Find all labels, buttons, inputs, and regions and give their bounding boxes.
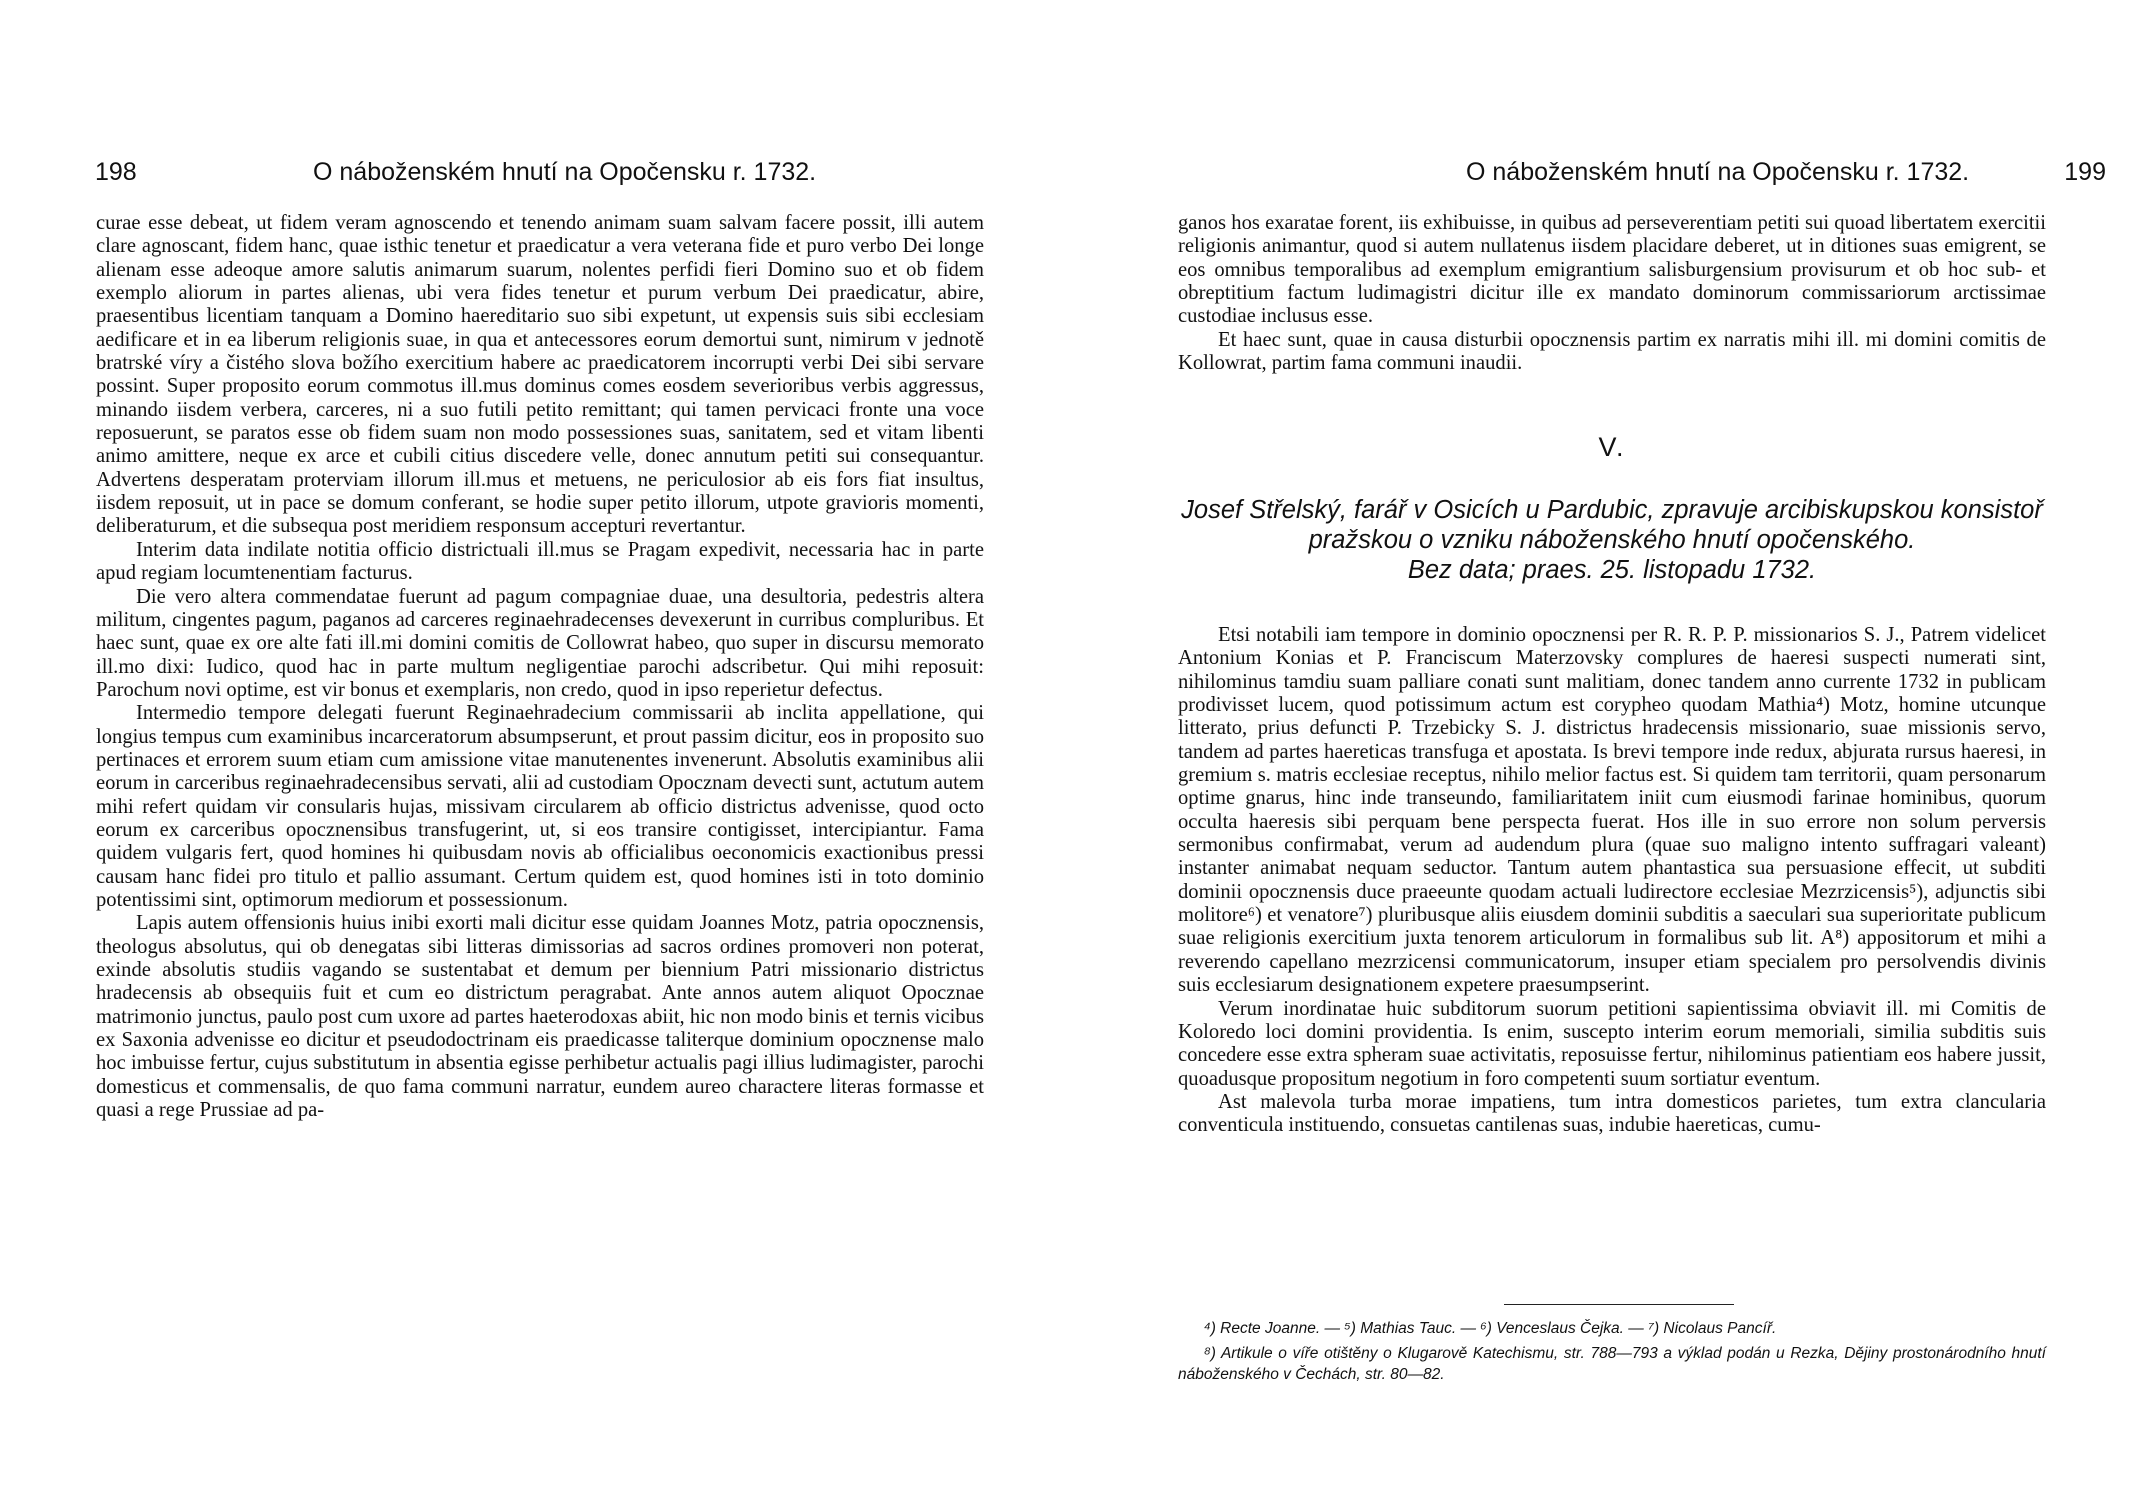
paragraph: Etsi notabili iam tempore in dominio opocznensi per R. R. P. P. missionarios S. J., Patrem videlicet Antonium Konias et P. Franciscum Materzovsky complures de haeresi suspecti numerati sint, nihilominus tamdiu suam palliare conati sunt malitiam, donec tandem anno currente 1732 in publicam prodivisset lucem, quod potissimum actum est corypheo quodam Mathia⁴) Motz, homine utcunque litterato, prius defuncti P. Trzebicky S. J. districtus hradecensis missionario, suae missionis servo, tandem ad partes haereticas transfuga et apostata. Is brevi tempore inde redux, abjurata rursus haeresi, in gremium s. matris ecclesiae receptus, nihilo melior factus est. Si quidem tam territorii, quam personarum optime gnarus, hinc inde transeundo, familiaritatem iniit cum eiusmodi farinae hominibus, quorum occulta haeresis sibi perquam bene perspecta fuerat. Hos ille in suo errore non solum perversis sermonibus confirmabat, verum ad audendum plura (quae suo maligno intento suffragari valeant) instanter animabat nequam seductor. Tantum autem phantastica sua persuasione effecit, ut subditi dominii opocznensis duce praeeunte quodam actuali ludirectore ecclesiae Mezrzicensis⁵), adjunctis sibi molitore⁶) et venatore⁷) pluribusque aliis eiusdem dominii subditis a saeculari sua superioritate publicum suae religionis exercitium juxta tenorem articulorum in formalibus sub lit. A⁸) appositorum et mihi a reverendo capellano mezrzicensi communicatorum, insuper etiam specialem pro persolvendis divinis suis ecclesiarum designationem expetere praesumpserint.	[1178, 624, 2046, 997]
heading-line: pražskou o vzniku náboženského hnutí opočenského.	[1308, 526, 1916, 554]
right-page	[1074, 0, 2148, 1500]
paragraph: ganos hos exaratae forent, iis exhibuisse, in quibus ad perseverentiam petiti sui quoad libertatem exercitii religionis animantur, quod si autem nullatenus iisdem placidare deberet, ut in ditiones suas emigrent, se eos omnibus temporalibus ad exemplum emigrantium salisburgensium provisurum et ob hoc sub- et obreptitium factum ludimagistri dicitur ille ex mandato dominorum commissariorum arctissimae custodiae inclusus esse.	[1178, 212, 2046, 328]
paragraph: Lapis autem offensionis huius inibi exorti mali dicitur esse quidam Joannes Motz, patria opocznensis, theologus absolutus, qui ob denegatas sibi litteras dimissorias ad sacros ordines promoveri non poterat, exinde absolutis studiis vagando se sustentabat et demum per biennium Patri missionario districtus hradecensis ab obsequiis fuit et cum eo districtum peragrabat. Ante annos autem aliquot Opocznae matrimonio junctus, paulo post cum uxore ad partes haeterodoxas abiit, hic non modo binis et ternis vicibus ex Saxonia advenisse eo dicitur et pseudodoctrinam eis praedicasse taliterque dominium opocznense malo hoc imbuisse fertur, cujus substitutum in absentia egisse perhibetur actualis pagi illius ludimagister, parochi domesticus et commensalis, de quo fama communi narratur, eundem aureo charactere literas formasse et quasi a rege Prussiae ad pa-	[96, 912, 984, 1122]
running-title: O náboženském hnutí na Opočensku r. 1732.	[313, 158, 817, 186]
running-title: O náboženském hnutí na Opočensku r. 1732.	[1466, 158, 1970, 186]
footnotes	[1178, 1318, 2046, 1389]
footnote: ⁸) Artikule o víře otištěny o Klugarově Katechismu, str. 788—793 a výklad podán u Rezka, Dějiny prostonárodního hnutí náboženského v Čechách, str. 80—82.	[1178, 1345, 2046, 1383]
body-text	[1178, 624, 2046, 1138]
page-number: 198	[95, 158, 137, 186]
heading-line: Bez data; praes. 25. listopadu 1732.	[1407, 556, 1817, 584]
paragraph: Ast malevola turba morae impatiens, tum intra domesticos parietes, tum extra clancularia conventicula instituendo, consuetas cantilenas suas, indubie haereticas, cumu-	[1178, 1090, 2046, 1137]
section-number: V.	[1598, 432, 1626, 462]
page-number: 199	[2064, 158, 2106, 186]
footnote: ⁴) Recte Joanne. — ⁵) Mathias Tauc. — ⁶) Venceslaus Čejka. — ⁷) Nicolaus Pancíř.	[1204, 1320, 1777, 1337]
paragraph: Verum inordinatae huic subditorum suorum petitioni sapientissima obviavit ill. mi Comitis de Koloredo loci domini providentia. Is enim, suscepto interim eorum memoriali, similia subditis suis concedere esse extra spheram suae activitatis, reposuisse fertur, nihilominus patientiam eos habere jussit, quoadusque propositum negotium in foro competenti suum sortiatur eventum.	[1178, 997, 2046, 1090]
running-head	[1178, 152, 2106, 192]
running-head	[95, 152, 985, 192]
paragraph: curae esse debeat, ut fidem veram agnoscendo et tenendo animam suam salvam facere possit, illi autem clare agnoscant, fidem hanc, quae isthic tenetur et praedicatur a vera veterana fide et puro verbo Dei longe alienam esse adeoque amore salutis animarum suarum, nolentes perfidi fieri Domino suo et ob fidem exemplo aliorum in partes alienas, ubi vera fides tenetur et purum verbum Dei praedicatur, abire, praesentibus licentiam tanquam a Domino haereditario suo sibi expetunt, ut expensis suis sibi ecclesiam aedificare et in ea liberum religionis suae, in qua et antecessores eorum demortui sunt, nimirum v jednotě bratrské víry a čistého slova božího exercitium habere ac praedicatorem incorrupti verbi Dei sibi servare possint. Super proposito eorum commotus ill.mus dominus comes eosdem severioribus verbis aggressus, minando iisdem verbera, carceres, ni a suo futili petito remittant; qui tamen pervicaci fronte una voce reposuerunt, se paratos esse ob fidem suam non modo possessiones suas, sanitatem, sed et vitam libenti animo amittere, neque ex arce et cubili citius discedere velle, donec annutum petiti sui consequantur. Advertens desperatam proterviam illorum ill.mus et metuens, ne periculosior ab eis fors fiat insultus, iisdem reposuit, ut in pace se domum conferant, se hodie super petito illorum, utpote gravioris momenti, deliberaturum, et die subsequa post meridiem responsum accepturi revertantur.	[96, 212, 984, 538]
paragraph: Intermedio tempore delegati fuerunt Reginaehradecium commissarii ab inclita appellatione, qui longius tempus cum examinibus incarceratorum absumpserunt, et prout passim dicitur, eos in proposito suo pertinaces et errorem suum etiam cum amissione vitae manutenentes invenerunt. Absolutis examinibus alii eorum in carceribus reginaehradecensibus servati, alii ad custodiam Opocznam devecti sunt, actutum autem mihi refert quidam vir consularis hujas, missivam circularem ab officio districtus advenisse, quod octo eorum ex carceribus opocznensibus transfugerint, ut, si eos transire contigisset, intercipiantur. Fama quidem vulgaris fert, quod homines hi quibusdam novis ab officialibus oeconomicis exactionibus pressi causam hanc fidei pro titulo et pallio assumant. Certum quidem est, quod homines isti in toto dominio potentissimi sint, optimorum mediorum et possessionum.	[96, 702, 984, 911]
body-text-continuation	[1178, 212, 2046, 375]
footnote-divider	[1504, 1304, 1734, 1305]
document-heading	[1178, 495, 2046, 585]
paragraph: Et haec sunt, quae in causa disturbii opocznensis partim ex narratis mihi ill. mi domini comitis de Kollowrat, partim fama communi inaudii.	[1178, 328, 2046, 375]
body-text	[96, 212, 984, 1122]
paragraph: Die vero altera commendatae fuerunt ad pagum compagniae duae, una desultoria, pedestris altera militum, cingentes pagum, paganos ad carceres reginaehradecenses devexerunt in curribus compluribus. Et haec sunt, quae ex ore alte fati ill.mi domini comitis de Collowrat habeo, quo super in discursu memorato ill.mo dixi: Iudico, quod hac in parte multum negligentiae parochi adscribetur. Qui mihi reposuit: Parochum novi optime, est vir bonus et exemplaris, non credo, quod in ipso reperietur defectus.	[96, 585, 984, 701]
heading-line: Josef Střelský, farář v Osicích u Pardubic, zpravuje arcibiskupskou konsistoř	[1181, 496, 2043, 524]
paragraph: Interim data indilate notitia officio districtuali ill.mus se Pragam expedivit, necessaria hac in parte apud regiam locumtenentiam facturus.	[96, 538, 984, 585]
